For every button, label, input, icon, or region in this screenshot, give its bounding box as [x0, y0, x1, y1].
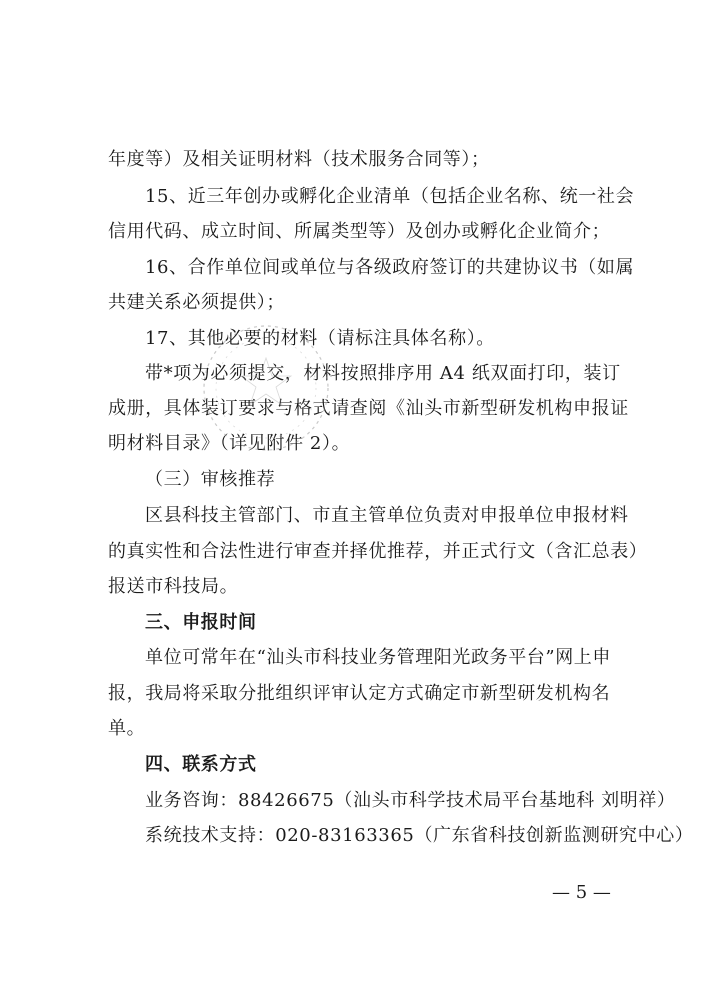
text-line-17: 单。 [108, 718, 146, 739]
section-heading-contact: 四、联系方式 [145, 754, 257, 775]
text-line-11: 区县科技主管部门、市直主管单位负责对申报单位申报材料 [145, 505, 629, 526]
text-line-3: 信用代码、成立时间、所属类型等）及创办或孵化企业简介； [108, 221, 611, 242]
text-line-16: 报，我局将采取分批组织评审认定方式确定市新型研发机构名 [108, 683, 611, 704]
contact-business: 业务咨询：88426675（汕头市科学技术局平台基地科 刘明祥） [145, 790, 676, 811]
text-line-6: 17、其他必要的材料（请标注具体名称）。 [145, 328, 495, 349]
text-line-2: 15、近三年创办或孵化企业清单（包括企业名称、统一社会 [145, 186, 635, 207]
section-heading-review: （三）审核推荐 [145, 469, 276, 490]
text-line-9: 明材料目录》（详见附件 2）。 [108, 433, 351, 454]
page-number: — 5 — [552, 882, 611, 903]
text-line-13: 报送市科技局。 [108, 576, 239, 597]
text-line-5: 共建关系必须提供）； [108, 292, 285, 313]
text-line-15: 单位可常年在“汕头市科技业务管理阳光政务平台”网上申 [145, 647, 612, 668]
section-heading-time: 三、申报时间 [145, 612, 257, 633]
text-line-12: 的真实性和合法性进行审查并择优推荐，并正式行文（含汇总表） [108, 541, 648, 562]
text-line-8: 成册，具体装订要求与格式请查阅《汕头市新型研发机构申报证 [108, 398, 629, 419]
text-line-1: 年度等）及相关证明材料（技术服务合同等）； [108, 149, 490, 170]
text-line-7: 带*项为必须提交，材料按照排序用 A4 纸双面打印，装订 [145, 363, 621, 384]
contact-tech-support: 系统技术支持：020-83163365（广东省科技创新监测研究中心） [145, 825, 694, 846]
text-line-4: 16、合作单位间或单位与各级政府签订的共建协议书（如属 [145, 257, 635, 278]
